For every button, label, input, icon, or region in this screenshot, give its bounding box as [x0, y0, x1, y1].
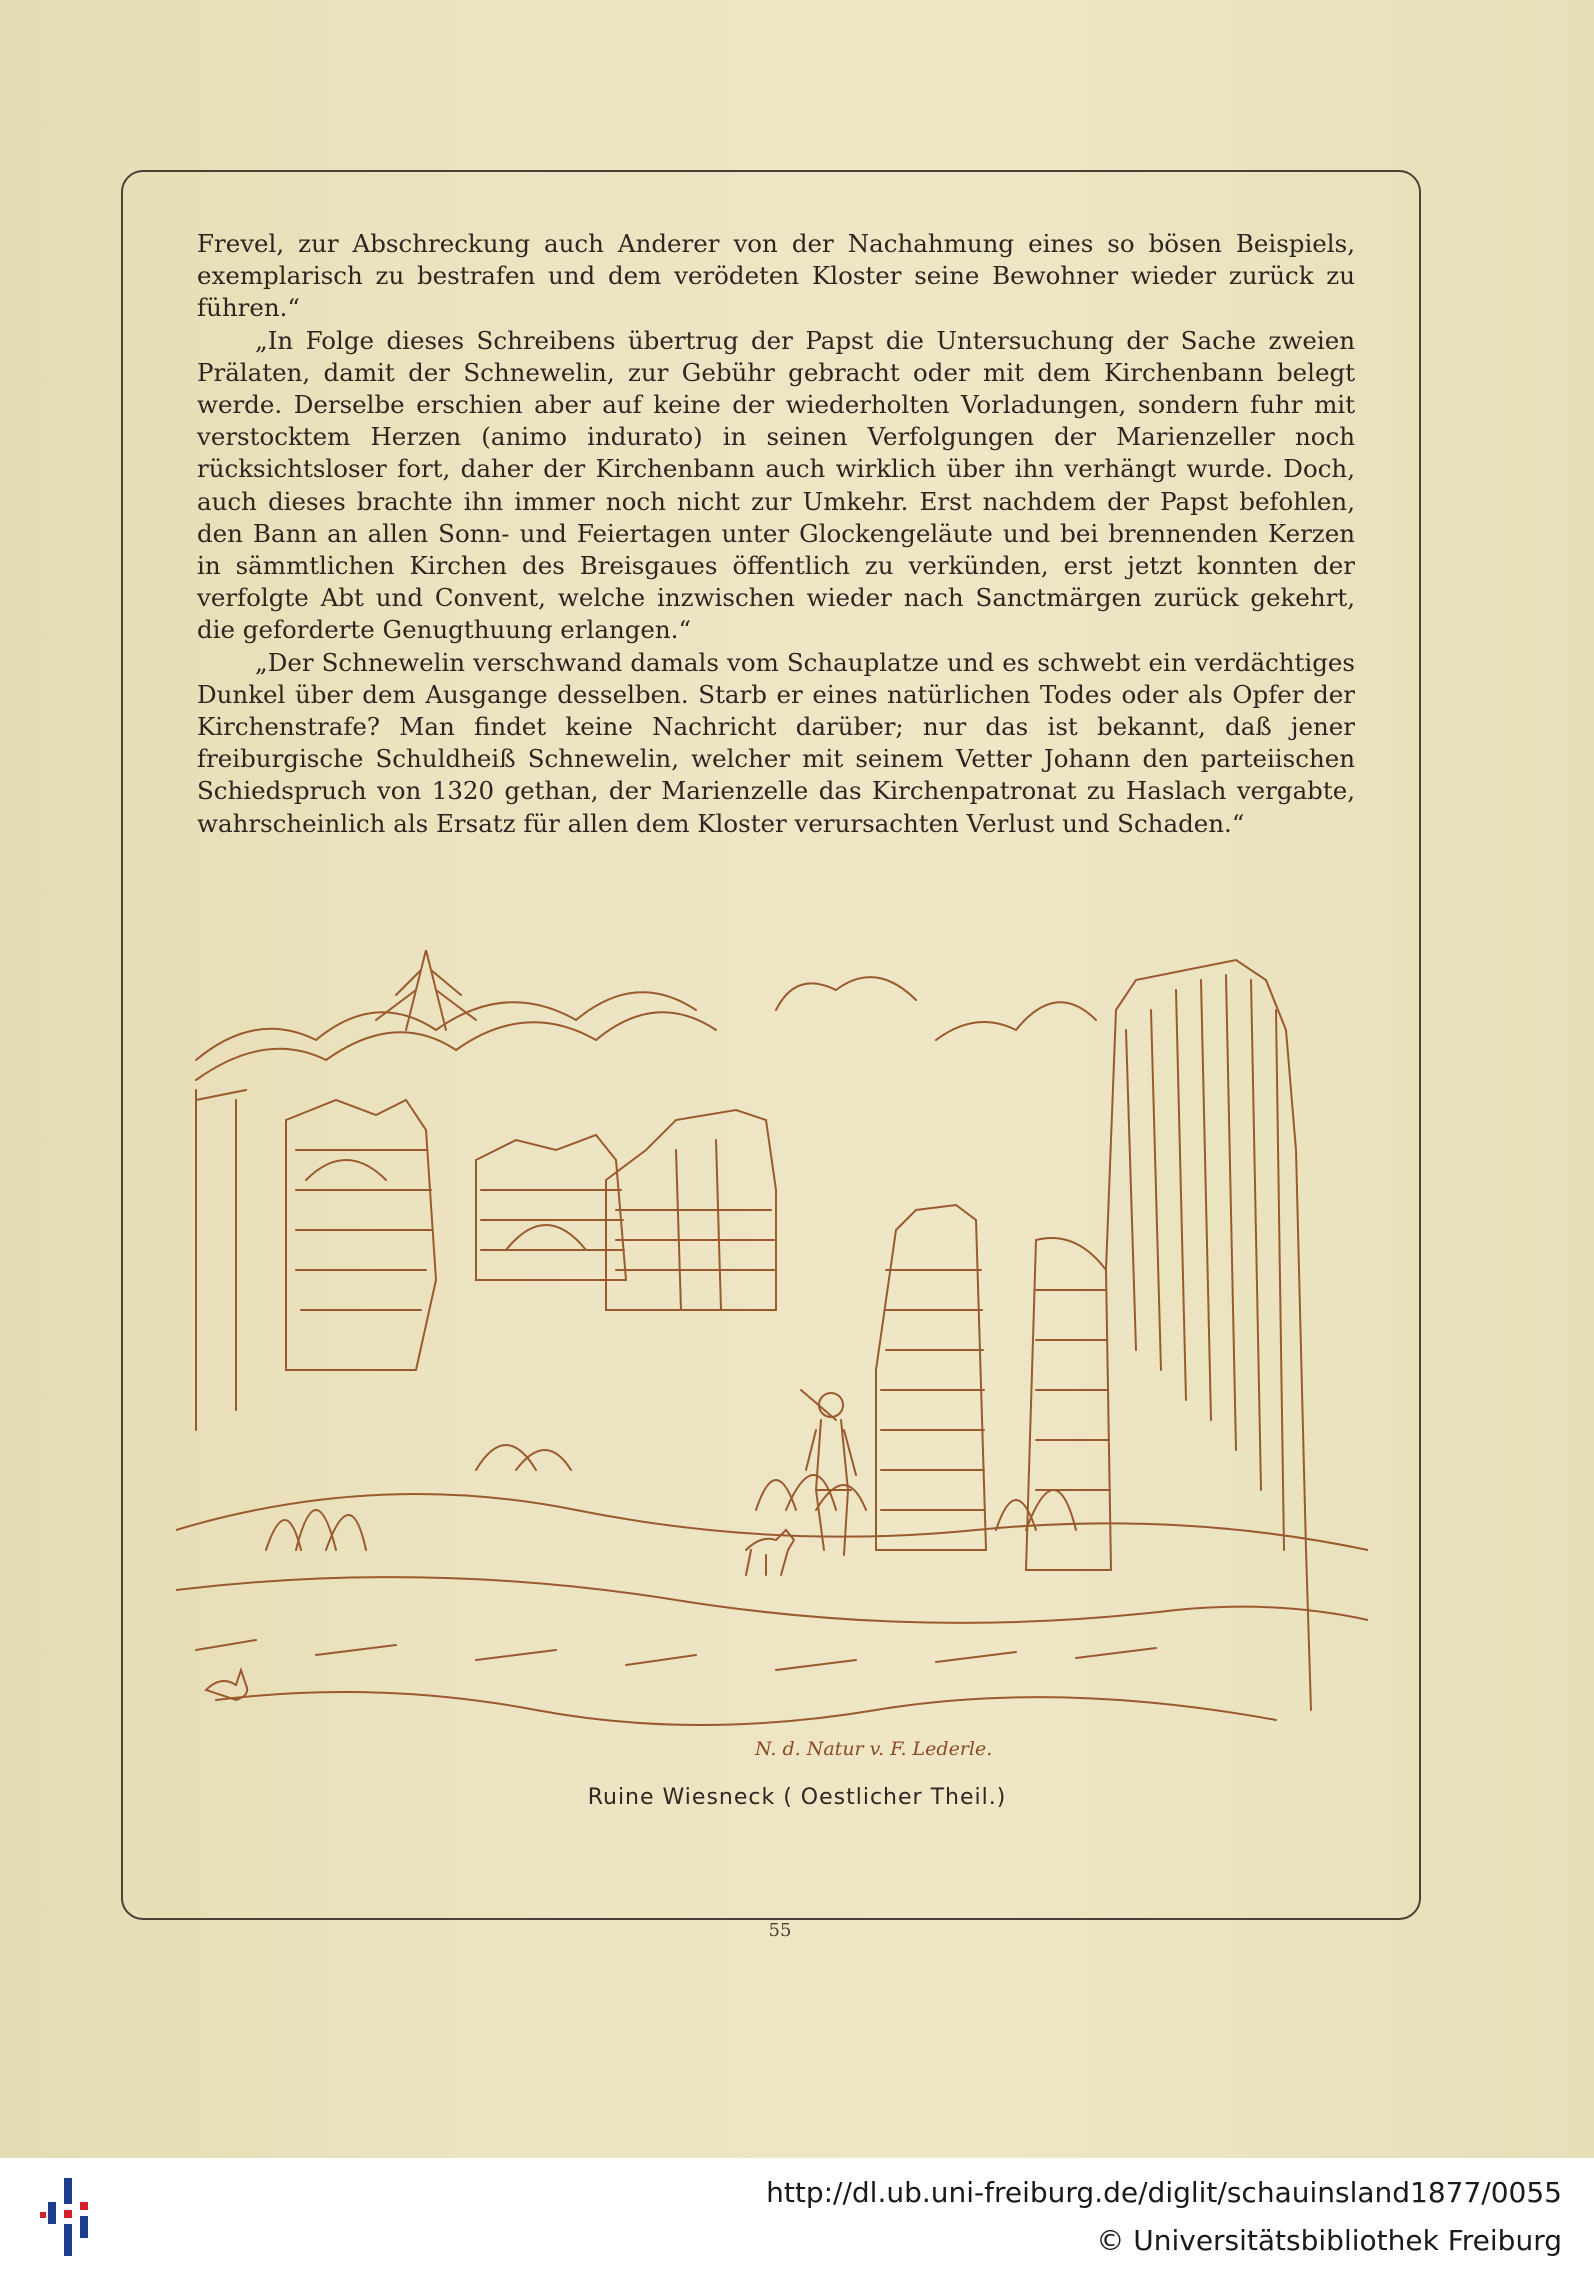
body-text [197, 228, 1355, 840]
illustration-caption: Ruine Wiesneck ( Oestlicher Theil.) [587, 1785, 1007, 1810]
paragraph-1: Frevel, zur Abschreckung auch Anderer von der Nachahmung eines so bösen Beispiels, exemplarisch zu bestrafen und dem verödeten Kloster seine Bewohner wieder zurück zu führen.“ [197, 229, 1355, 323]
paragraph-2: „In Folge dieses Schreibens übertrug der Papst die Untersuchung der Sache zweien Prälaten, damit der Schnewelin, zur Gebühr gebracht oder mit dem Kirchenbann belegt werde. Derselbe erschien aber auf keine der wiederholten Vorladungen, sondern fuhr mit verstocktem Herzen (animo indurato) in seinen Verfolgungen der Marienzeller noch rücksichtsloser fort, daher der Kirchenbann auch wirklich über ihn verhängt wurde. Doch, auch dieses brachte ihn immer noch nicht zur Umkehr. Erst nachdem der Papst befohlen, den Bann an allen Sonn- und Feiertagen unter Glockengeläute und bei brennenden Kerzen in sämmtlichen Kirchen des Breisgaues öffentlich zu verkünden, erst jetzt konnten der verfolgte Abt und Convent, welche inzwischen wieder nach Sanctmärgen zurück gekehrt, die geforderte Genugthuung erlangen.“ [197, 325, 1355, 645]
ub-freiburg-logo-icon [40, 2172, 100, 2262]
illustration-signature: N. d. Natur v. F. Lederle. [755, 1738, 993, 1760]
document-url-link[interactable]: http://dl.ub.uni-freiburg.de/diglit/schauinsland1877/0055 [766, 2176, 1562, 2209]
ruin-engraving-illustration [176, 950, 1368, 1770]
page-number: 55 [768, 1920, 792, 1941]
paragraph-3: „Der Schnewelin verschwand damals vom Schauplatze und es schwebt ein verdächtiges Dunkel über dem Ausgange desselben. Starb er eines natürlichen Todes oder als Opfer der Kirchenstrafe? Man findet keine Nachricht darüber; nur das ist bekannt, daß jener freiburgische Schuldheiß Schnewelin, welcher mit seinem Vetter Johann den parteiischen Schiedspruch von 1320 gethan, der Marienzelle das Kirchenpatronat zu Haslach vergabte, wahrscheinlich als Ersatz für allen dem Kloster verursachten Verlust und Schaden.“ [197, 647, 1355, 838]
viewer-footer [0, 2158, 1594, 2269]
copyright-notice: © Universitätsbibliothek Freiburg [1096, 2224, 1562, 2257]
